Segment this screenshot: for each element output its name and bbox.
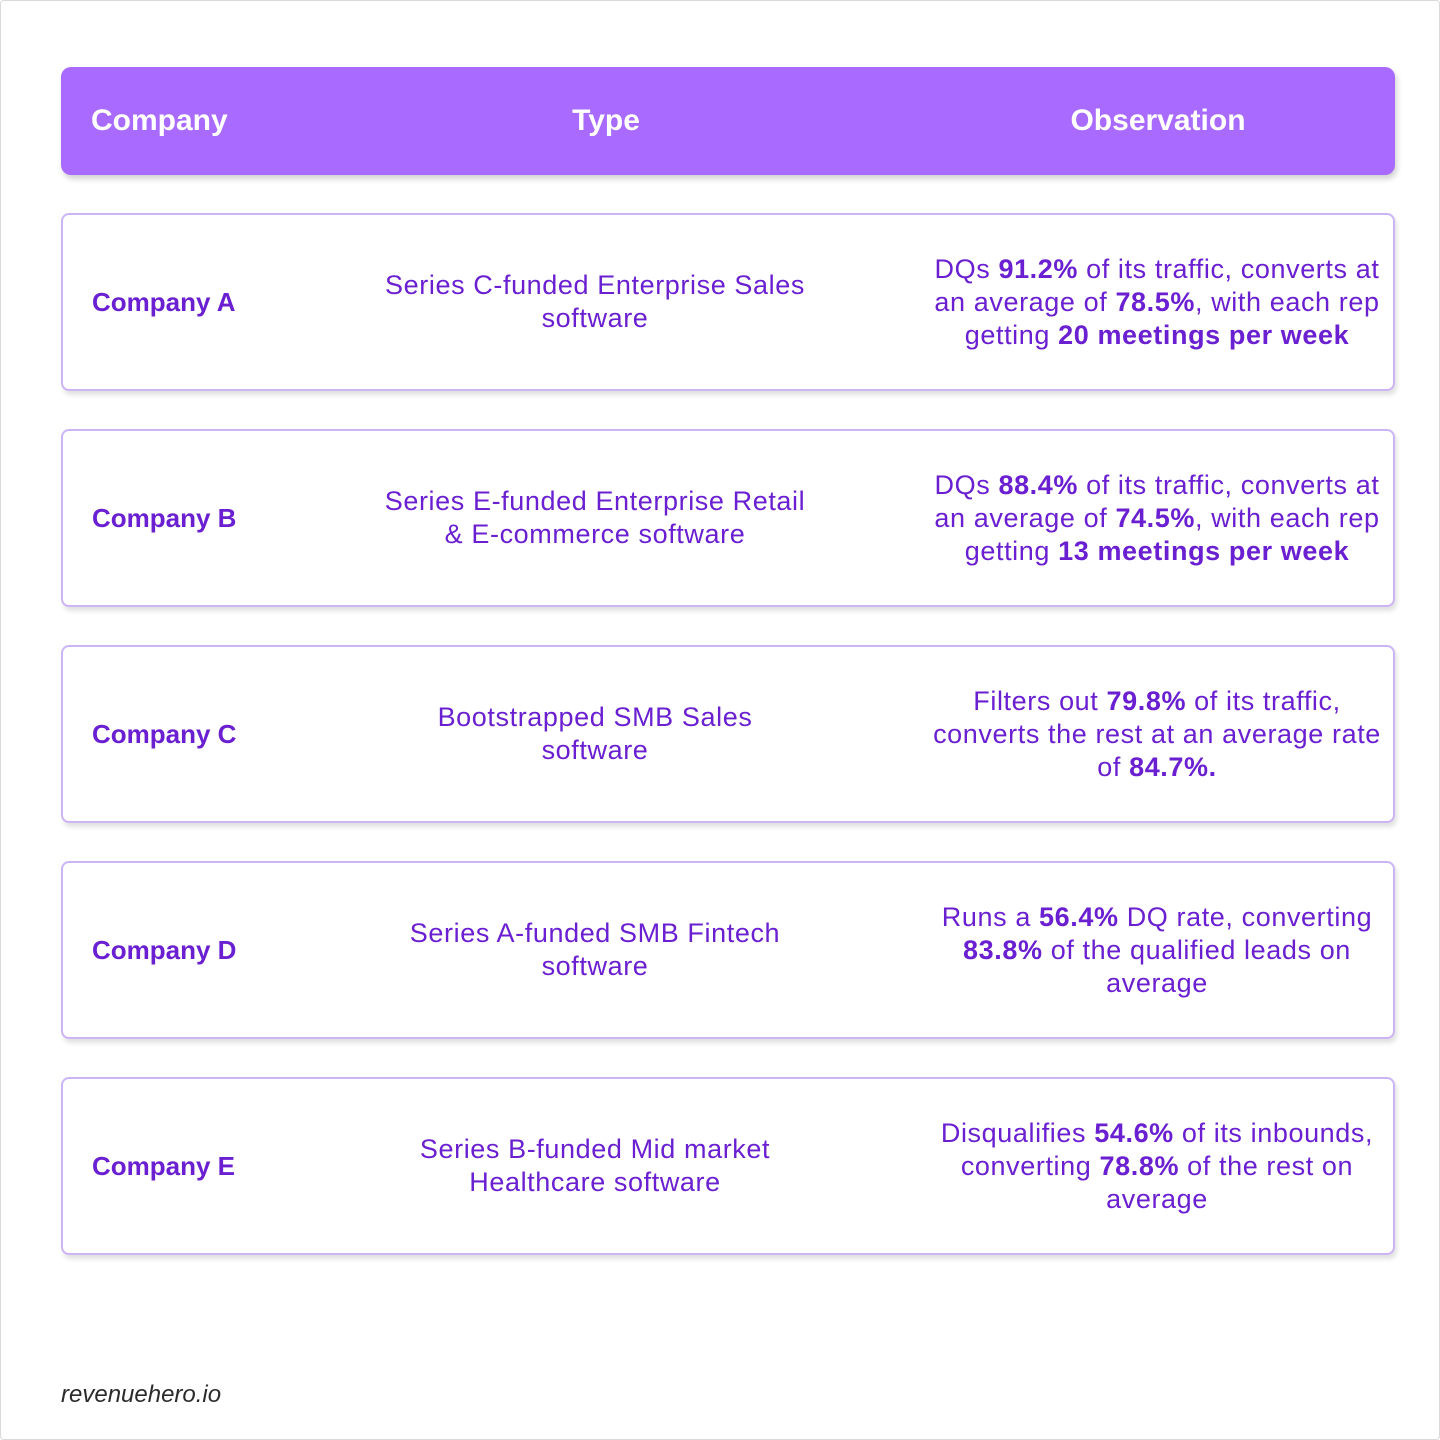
company-type: Series E-funded Enterprise Retail & E-commerce software <box>384 486 806 549</box>
company-name: Company C <box>92 718 237 749</box>
company-type: Bootstrapped SMB Sales software <box>437 702 753 765</box>
company-observation <box>933 1079 1381 1253</box>
observation-highlight: 13 meetings per week <box>1058 535 1350 566</box>
observation-text: , with each rep getting <box>964 286 1380 350</box>
company-observation <box>933 215 1381 389</box>
observation-text: DQs <box>934 253 999 284</box>
observation-text: of its traffic, converts at an average of <box>934 469 1380 533</box>
observation-highlight: 20 meetings per week <box>1058 319 1350 350</box>
observation-highlight: 91.2% <box>998 253 1079 284</box>
table-row <box>61 1077 1395 1255</box>
observation-text: of its traffic, converts at an average of <box>934 253 1380 317</box>
header-type: Type <box>572 104 640 137</box>
header-company: Company <box>91 104 228 137</box>
company-name: Company E <box>92 1150 236 1181</box>
observation-text: of the rest on average <box>1106 1150 1354 1214</box>
observation-text: DQ rate, converting <box>1118 901 1373 932</box>
company-observation <box>933 431 1381 605</box>
observation-text: Disqualifies <box>940 1117 1095 1148</box>
observation-highlight: 74.5% <box>1115 502 1195 533</box>
table-row <box>61 429 1395 607</box>
company-name: Company D <box>92 934 237 965</box>
company-name: Company B <box>92 502 237 533</box>
brand-footer: revenuehero.io <box>61 1381 222 1408</box>
observation-highlight: 79.8% <box>1106 685 1187 716</box>
company-type: Series B-funded Mid market Healthcare software <box>419 1134 771 1197</box>
observation-highlight: 84.7%. <box>1129 751 1217 782</box>
table-row <box>61 645 1395 823</box>
observation-text: DQs <box>934 469 999 500</box>
table-row <box>61 213 1395 391</box>
observation-highlight: 56.4% <box>1039 901 1119 932</box>
observation-highlight: 83.8% <box>963 934 1043 965</box>
observation-text: Filters out <box>973 685 1107 716</box>
table-header <box>61 67 1395 175</box>
company-observation <box>933 863 1381 1037</box>
observation-highlight: 78.8% <box>1099 1150 1180 1181</box>
observation-text: of its inbounds, converting <box>960 1117 1374 1181</box>
observation-highlight: 88.4% <box>998 469 1079 500</box>
observation-text: , with each rep getting <box>964 502 1380 566</box>
observation-text: of the qualified leads on average <box>1042 934 1351 998</box>
header-observation: Observation <box>1070 104 1246 137</box>
company-type: Series C-funded Enterprise Sales software <box>385 270 805 333</box>
company-type: Series A-funded SMB Fintech software <box>409 918 781 981</box>
company-name: Company A <box>92 286 236 317</box>
observation-highlight: 54.6% <box>1094 1117 1174 1148</box>
observation-text: Runs a <box>941 901 1040 932</box>
table-row <box>61 861 1395 1039</box>
observation-highlight: 78.5% <box>1115 286 1195 317</box>
company-observation <box>933 647 1381 821</box>
observation-text: of its traffic, converts the rest at an average rate of <box>933 685 1381 782</box>
